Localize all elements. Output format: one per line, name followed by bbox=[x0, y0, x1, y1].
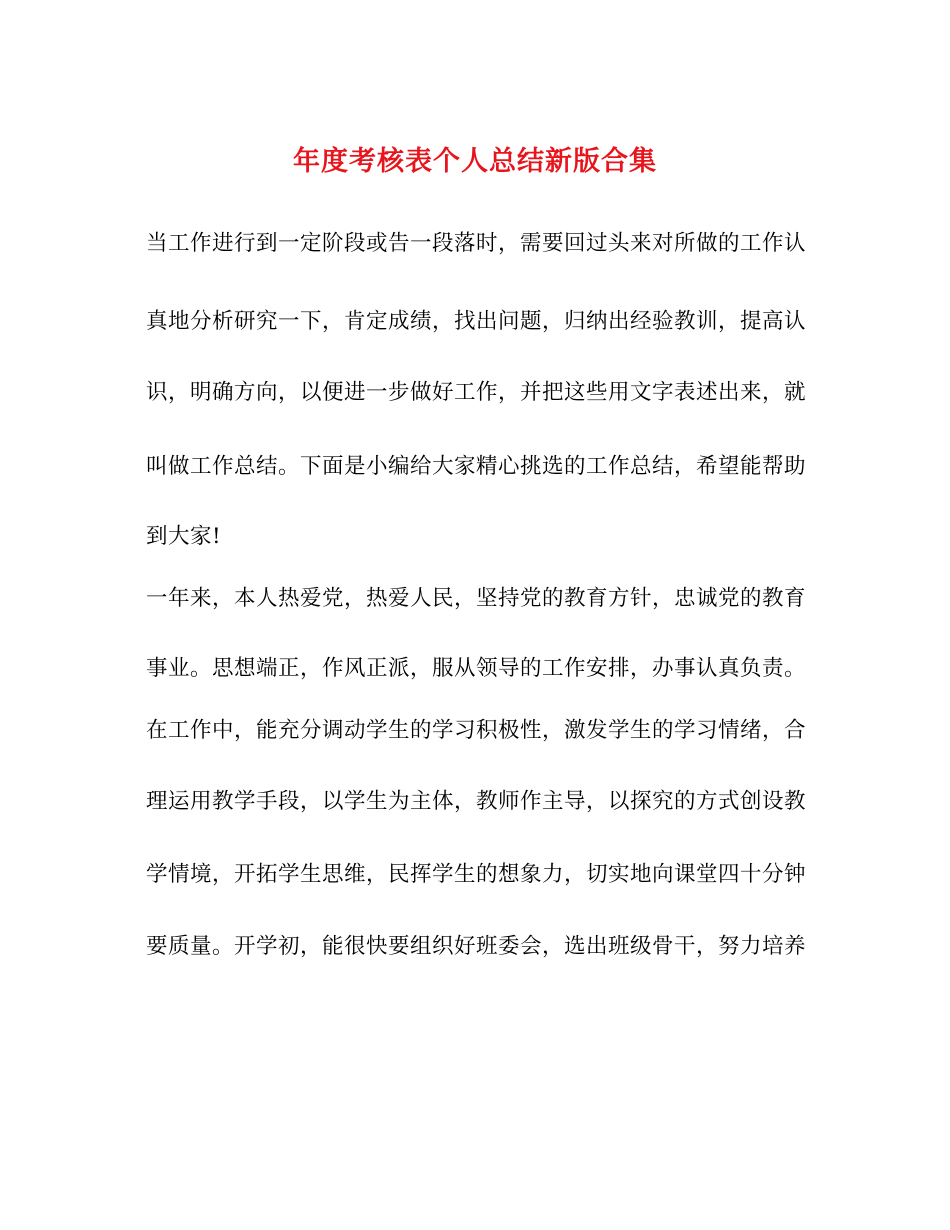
body-line: 真地分析研究一下，肯定成绩，找出问题，归纳出经验教训，提高认 bbox=[146, 309, 807, 334]
body-line: 要质量。开学初，能很快要组织好班委会，选出班级骨干，努力培养 bbox=[146, 934, 807, 959]
body-line: 到大家! bbox=[146, 524, 222, 549]
body-line: 当工作进行到一定阶段或告一段落时，需要回过头来对所做的工作认 bbox=[146, 231, 807, 256]
body-line: 事业。思想端正，作风正派，服从领导的工作安排，办事认真负责。 bbox=[146, 656, 807, 681]
body-line: 一年来，本人热爱党，热爱人民，坚持党的教育方针，忠诚党的教育 bbox=[146, 586, 807, 611]
document-title: 年度考核表个人总结新版合集 bbox=[293, 146, 657, 177]
body-line: 叫做工作总结。下面是小编给大家精心挑选的工作总结，希望能帮助 bbox=[146, 454, 807, 479]
body-line: 理运用教学手段，以学生为主体，教师作主导，以探究的方式创设教 bbox=[146, 789, 807, 814]
body-line: 识，明确方向，以便进一步做好工作，并把这些用文字表述出来，就 bbox=[146, 380, 807, 405]
body-line: 在工作中，能充分调动学生的学习积极性，激发学生的学习情绪，合 bbox=[146, 718, 807, 743]
body-line: 学情境，开拓学生思维，民挥学生的想象力，切实地向课堂四十分钟 bbox=[146, 862, 807, 887]
